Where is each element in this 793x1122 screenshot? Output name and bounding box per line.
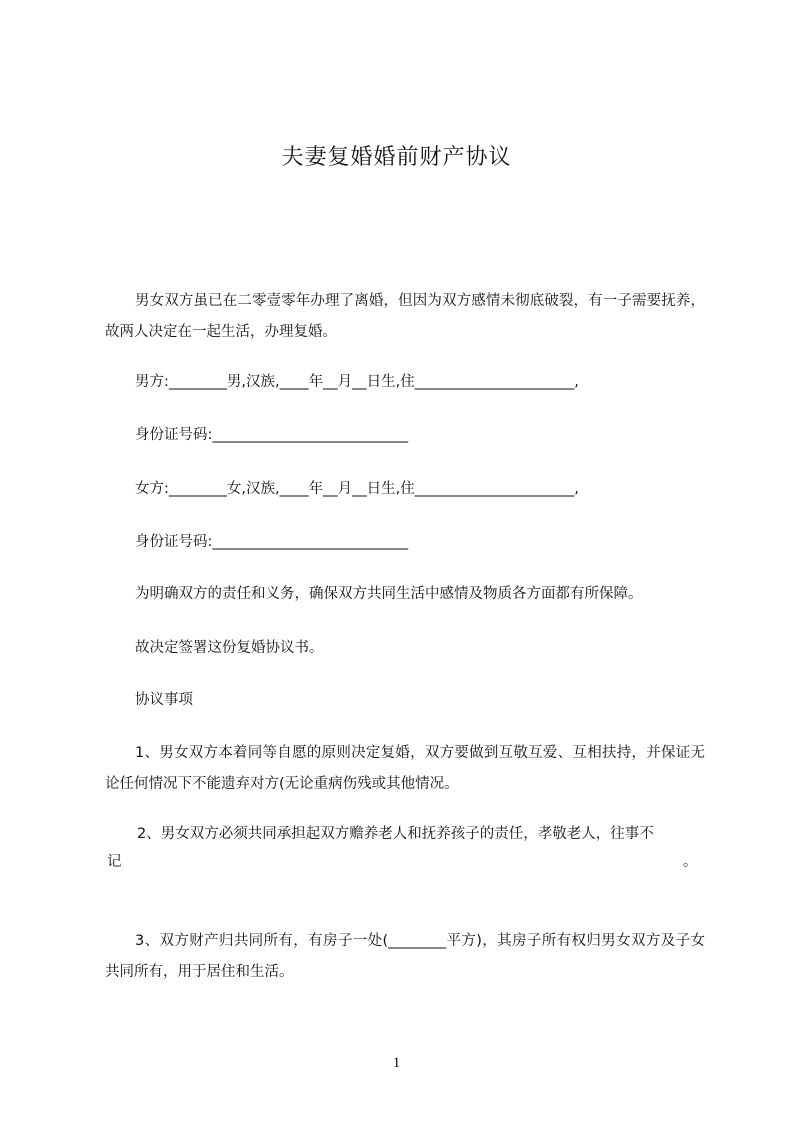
items-heading: 协议事项: [135, 692, 193, 708]
intro-paragraph: 男女双方虽已在二零壹零年办理了离婚，但因为双方感情未彻底破裂，有一子需要抚养，故两人决定在一起生活，办理复婚。: [105, 293, 705, 340]
female-id-line: 身份证号码:___________________________: [135, 534, 409, 550]
item-2-paragraph: 2、男女双方必须共同承担起双方赡养老人和抚养孩子的责任，孝敬老人，往事不: [137, 826, 654, 842]
female-info-line: 女方:________女,汉族,____年__月__日生,住______________________,: [135, 481, 579, 497]
item-3-paragraph: 3、双方财产归共同所有，有房子一处(________平方)，其房子所有权归男女双方及子女共同所有，用于居住和生活。: [105, 933, 705, 980]
item-2-end-mark: 。: [683, 854, 698, 870]
male-info-line: 男方:________男,汉族,____年__月__日生,住______________________,: [135, 374, 579, 390]
item-2-continuation: 记: [107, 854, 122, 870]
purpose-paragraph: 为明确双方的责任和义务，确保双方共同生活中感情及物质各方面都有所保障。: [135, 586, 643, 602]
item-1-paragraph: 1、男女双方本着同等自愿的原则决定复婚，双方要做到互敬互爱、互相扶持，并保证无论任何情况下不能遗弃对方(无论重病伤残或其他情况。: [105, 745, 705, 792]
decision-paragraph: 故决定签署这份复婚协议书。: [135, 640, 324, 656]
page-number: 1: [392, 1055, 401, 1071]
male-id-line: 身份证号码:___________________________: [135, 427, 409, 443]
document-title: 夫妻复婚婚前财产协议: [281, 145, 512, 170]
